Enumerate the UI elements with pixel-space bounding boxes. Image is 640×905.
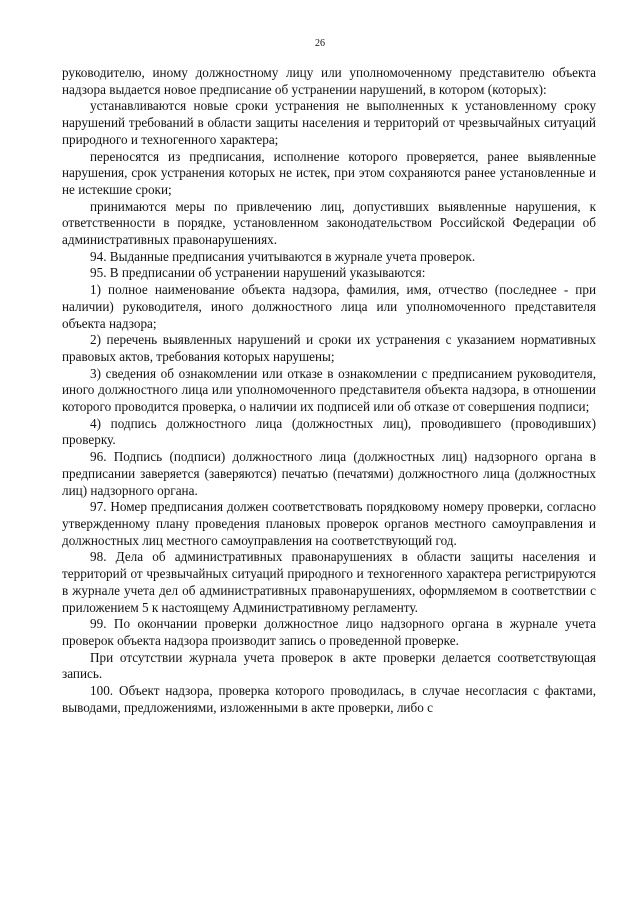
paragraph-95-item-4: 4) подпись должностного лица (должностных лиц), проводившего (проводивших) проверку. bbox=[62, 415, 596, 448]
paragraph-95-item-2: 2) перечень выявленных нарушений и сроки их устранения с указанием нормативных правовых актов, требования которых нарушены; bbox=[62, 332, 596, 364]
paragraph-96: 96. Подпись (подписи) должностного лица (должностных лиц) надзорного органа в предписании заверяется (заверяются) печатью (печатями) должностного лица (должностных лиц) надзорного органа. bbox=[62, 449, 596, 498]
paragraph-transferred-violations: переносятся из предписания, исполнение которого проверяется, ранее выявленные нарушения, срок устранения которых не истек, при этом сохраняются ранее установленные и не истекшие сроки; bbox=[62, 148, 596, 197]
paragraph-95-item-1: 1) полное наименование объекта надзора, фамилия, имя, отчество (последнее - при наличии) руководителя, иного должностного лица или уполномоченного представителя объекта надзора; bbox=[62, 282, 596, 331]
page-number: 26 bbox=[315, 38, 325, 49]
paragraph-99: 99. По окончании проверки должностное лицо надзорного органа в журнале учета проверок объекта надзора производит запись о проведенной проверке. bbox=[62, 616, 596, 648]
paragraph-95-item-3: 3) сведения об ознакомлении или отказе в ознакомлении с предписанием руководителя, иного должностного лица или уполномоченного представителя объекта надзора, в отношении которого проводится проверка, о наличии их подписей или об отказе от совершения подписи; bbox=[62, 365, 596, 415]
paragraph-97: 97. Номер предписания должен соответствовать порядковому номеру проверки, согласно утвержденному плану проведения плановых проверок органов местного самоуправления и должностных лиц местного самоуправления на соответствующий год. bbox=[62, 499, 596, 548]
paragraph-liability-measures: принимаются меры по привлечению лиц, допустивших выявленные нарушения, к ответственности в порядке, установленном законодательством Российской Федерации об административных правонарушениях. bbox=[62, 198, 596, 248]
paragraph-98: 98. Дела об административных правонарушениях в области защиты населения и территорий от чрезвычайных ситуаций природного и техногенного характера регистрируются в журнале учета дел об административных правонарушениях, оформляемом в соответствии с приложением 5 к настоящему Административному регламенту. bbox=[62, 549, 596, 615]
paragraph-95: 95. В предписании об устранении нарушений указываются: bbox=[90, 265, 426, 281]
paragraph-100: 100. Объект надзора, проверка которого проводилась, в случае несогласия с фактами, выводами, предложениями, изложенными в акте проверки, либо с bbox=[62, 683, 596, 715]
paragraph-continuation: руководителю, иному должностному лицу или уполномоченному представителю объекта надзора выдается новое предписание об устранении нарушений, в котором (которых): bbox=[62, 65, 596, 97]
document-body bbox=[62, 65, 596, 716]
paragraph-99-note: При отсутствии журнала учета проверок в акте проверки делается соответствующая запись. bbox=[62, 649, 596, 682]
paragraph-94: 94. Выданные предписания учитываются в журнале учета проверок. bbox=[90, 248, 476, 264]
paragraph-new-deadlines: устанавливаются новые сроки устранения не выполненных к установленному сроку нарушений требований в области защиты населения и территорий от чрезвычайных ситуаций природного и техногенного характера; bbox=[62, 98, 596, 147]
